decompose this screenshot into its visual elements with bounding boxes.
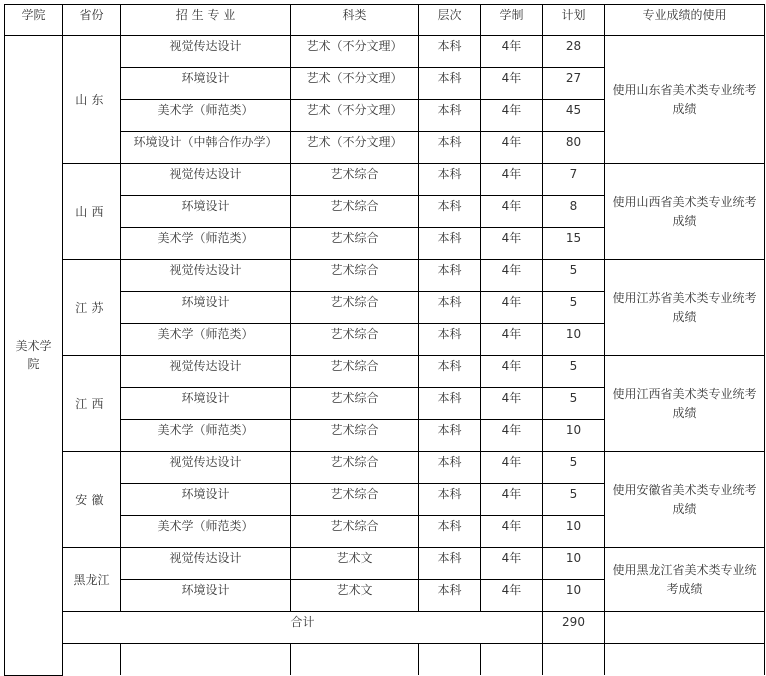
major-cell: 环境设计 bbox=[121, 388, 291, 420]
level-cell: 本科 bbox=[419, 164, 481, 196]
level-cell: 本科 bbox=[419, 356, 481, 388]
major-cell: 环境设计 bbox=[121, 196, 291, 228]
tail-cell bbox=[543, 644, 605, 676]
score-usage-cell: 使用山西省美术类专业统考成绩 bbox=[605, 164, 765, 260]
tail-cell bbox=[121, 644, 291, 676]
tail-cell bbox=[291, 644, 419, 676]
duration-cell: 4年 bbox=[481, 292, 543, 324]
duration-cell: 4年 bbox=[481, 36, 543, 68]
major-cell: 视觉传达设计 bbox=[121, 548, 291, 580]
duration-cell: 4年 bbox=[481, 228, 543, 260]
level-cell: 本科 bbox=[419, 260, 481, 292]
table-row bbox=[5, 452, 765, 484]
category-cell: 艺术综合 bbox=[291, 388, 419, 420]
header-level: 层次 bbox=[419, 5, 481, 36]
province-cell: 黑龙江 bbox=[63, 548, 121, 612]
plan-cell: 10 bbox=[543, 580, 605, 612]
score-usage-cell: 使用江苏省美术类专业统考成绩 bbox=[605, 260, 765, 356]
total-plan: 290 bbox=[543, 612, 605, 644]
header-major: 招 生 专 业 bbox=[121, 5, 291, 36]
duration-cell: 4年 bbox=[481, 196, 543, 228]
major-cell: 环境设计 bbox=[121, 484, 291, 516]
level-cell: 本科 bbox=[419, 516, 481, 548]
duration-cell: 4年 bbox=[481, 100, 543, 132]
enrollment-plan-table bbox=[4, 4, 765, 676]
major-cell: 视觉传达设计 bbox=[121, 356, 291, 388]
plan-cell: 27 bbox=[543, 68, 605, 100]
table-row bbox=[5, 356, 765, 388]
province-cell: 江苏 bbox=[63, 260, 121, 356]
plan-cell: 5 bbox=[543, 484, 605, 516]
level-cell: 本科 bbox=[419, 484, 481, 516]
category-cell: 艺术综合 bbox=[291, 516, 419, 548]
score-usage-cell: 使用山东省美术类专业统考成绩 bbox=[605, 36, 765, 164]
category-cell: 艺术（不分文理） bbox=[291, 132, 419, 164]
major-cell: 视觉传达设计 bbox=[121, 452, 291, 484]
plan-cell: 5 bbox=[543, 452, 605, 484]
header-duration: 学制 bbox=[481, 5, 543, 36]
major-cell: 环境设计 bbox=[121, 580, 291, 612]
plan-cell: 28 bbox=[543, 36, 605, 68]
header-plan: 计划 bbox=[543, 5, 605, 36]
duration-cell: 4年 bbox=[481, 516, 543, 548]
category-cell: 艺术（不分文理） bbox=[291, 68, 419, 100]
level-cell: 本科 bbox=[419, 452, 481, 484]
plan-cell: 10 bbox=[543, 420, 605, 452]
province-cell: 山西 bbox=[63, 164, 121, 260]
category-cell: 艺术（不分文理） bbox=[291, 100, 419, 132]
category-cell: 艺术综合 bbox=[291, 324, 419, 356]
plan-cell: 80 bbox=[543, 132, 605, 164]
header-score-usage: 专业成绩的使用 bbox=[605, 5, 765, 36]
level-cell: 本科 bbox=[419, 292, 481, 324]
table-row bbox=[5, 260, 765, 292]
plan-cell: 5 bbox=[543, 292, 605, 324]
duration-cell: 4年 bbox=[481, 356, 543, 388]
category-cell: 艺术文 bbox=[291, 548, 419, 580]
major-cell: 视觉传达设计 bbox=[121, 260, 291, 292]
table-row bbox=[5, 36, 765, 68]
level-cell: 本科 bbox=[419, 196, 481, 228]
duration-cell: 4年 bbox=[481, 68, 543, 100]
level-cell: 本科 bbox=[419, 388, 481, 420]
plan-cell: 10 bbox=[543, 548, 605, 580]
level-cell: 本科 bbox=[419, 324, 481, 356]
category-cell: 艺术综合 bbox=[291, 164, 419, 196]
level-cell: 本科 bbox=[419, 548, 481, 580]
total-usage-empty bbox=[605, 612, 765, 644]
level-cell: 本科 bbox=[419, 580, 481, 612]
province-cell: 安徽 bbox=[63, 452, 121, 548]
plan-cell: 15 bbox=[543, 228, 605, 260]
table-header-row bbox=[5, 5, 765, 36]
major-cell: 视觉传达设计 bbox=[121, 164, 291, 196]
level-cell: 本科 bbox=[419, 228, 481, 260]
duration-cell: 4年 bbox=[481, 164, 543, 196]
category-cell: 艺术综合 bbox=[291, 420, 419, 452]
plan-cell: 5 bbox=[543, 356, 605, 388]
score-usage-cell: 使用黑龙江省美术类专业统考成绩 bbox=[605, 548, 765, 612]
major-cell: 美术学（师范类） bbox=[121, 228, 291, 260]
duration-cell: 4年 bbox=[481, 260, 543, 292]
tail-cell bbox=[481, 644, 543, 676]
table-tail-row bbox=[5, 644, 765, 676]
province-cell: 山东 bbox=[63, 36, 121, 164]
duration-cell: 4年 bbox=[481, 388, 543, 420]
duration-cell: 4年 bbox=[481, 580, 543, 612]
table-row bbox=[5, 164, 765, 196]
plan-cell: 8 bbox=[543, 196, 605, 228]
category-cell: 艺术文 bbox=[291, 580, 419, 612]
plan-cell: 10 bbox=[543, 516, 605, 548]
tail-cell bbox=[63, 644, 121, 676]
tail-cell bbox=[605, 644, 765, 676]
plan-cell: 10 bbox=[543, 324, 605, 356]
major-cell: 环境设计（中韩合作办学） bbox=[121, 132, 291, 164]
category-cell: 艺术综合 bbox=[291, 292, 419, 324]
level-cell: 本科 bbox=[419, 36, 481, 68]
level-cell: 本科 bbox=[419, 100, 481, 132]
total-row bbox=[5, 612, 765, 644]
category-cell: 艺术综合 bbox=[291, 484, 419, 516]
province-cell: 江西 bbox=[63, 356, 121, 452]
table-row bbox=[5, 548, 765, 580]
level-cell: 本科 bbox=[419, 420, 481, 452]
duration-cell: 4年 bbox=[481, 452, 543, 484]
college-cell: 美术学院 bbox=[5, 36, 63, 676]
major-cell: 环境设计 bbox=[121, 68, 291, 100]
category-cell: 艺术综合 bbox=[291, 356, 419, 388]
header-category: 科类 bbox=[291, 5, 419, 36]
tail-cell bbox=[419, 644, 481, 676]
major-cell: 视觉传达设计 bbox=[121, 36, 291, 68]
category-cell: 艺术综合 bbox=[291, 260, 419, 292]
category-cell: 艺术综合 bbox=[291, 452, 419, 484]
score-usage-cell: 使用安徽省美术类专业统考成绩 bbox=[605, 452, 765, 548]
plan-cell: 45 bbox=[543, 100, 605, 132]
major-cell: 美术学（师范类） bbox=[121, 324, 291, 356]
level-cell: 本科 bbox=[419, 132, 481, 164]
duration-cell: 4年 bbox=[481, 324, 543, 356]
major-cell: 环境设计 bbox=[121, 292, 291, 324]
duration-cell: 4年 bbox=[481, 132, 543, 164]
category-cell: 艺术综合 bbox=[291, 228, 419, 260]
score-usage-cell: 使用江西省美术类专业统考成绩 bbox=[605, 356, 765, 452]
plan-cell: 7 bbox=[543, 164, 605, 196]
category-cell: 艺术（不分文理） bbox=[291, 36, 419, 68]
major-cell: 美术学（师范类） bbox=[121, 420, 291, 452]
plan-cell: 5 bbox=[543, 260, 605, 292]
total-label: 合计 bbox=[63, 612, 543, 644]
duration-cell: 4年 bbox=[481, 484, 543, 516]
major-cell: 美术学（师范类） bbox=[121, 100, 291, 132]
plan-cell: 5 bbox=[543, 388, 605, 420]
major-cell: 美术学（师范类） bbox=[121, 516, 291, 548]
category-cell: 艺术综合 bbox=[291, 196, 419, 228]
duration-cell: 4年 bbox=[481, 548, 543, 580]
header-province: 省份 bbox=[63, 5, 121, 36]
header-college: 学院 bbox=[5, 5, 63, 36]
level-cell: 本科 bbox=[419, 68, 481, 100]
duration-cell: 4年 bbox=[481, 420, 543, 452]
